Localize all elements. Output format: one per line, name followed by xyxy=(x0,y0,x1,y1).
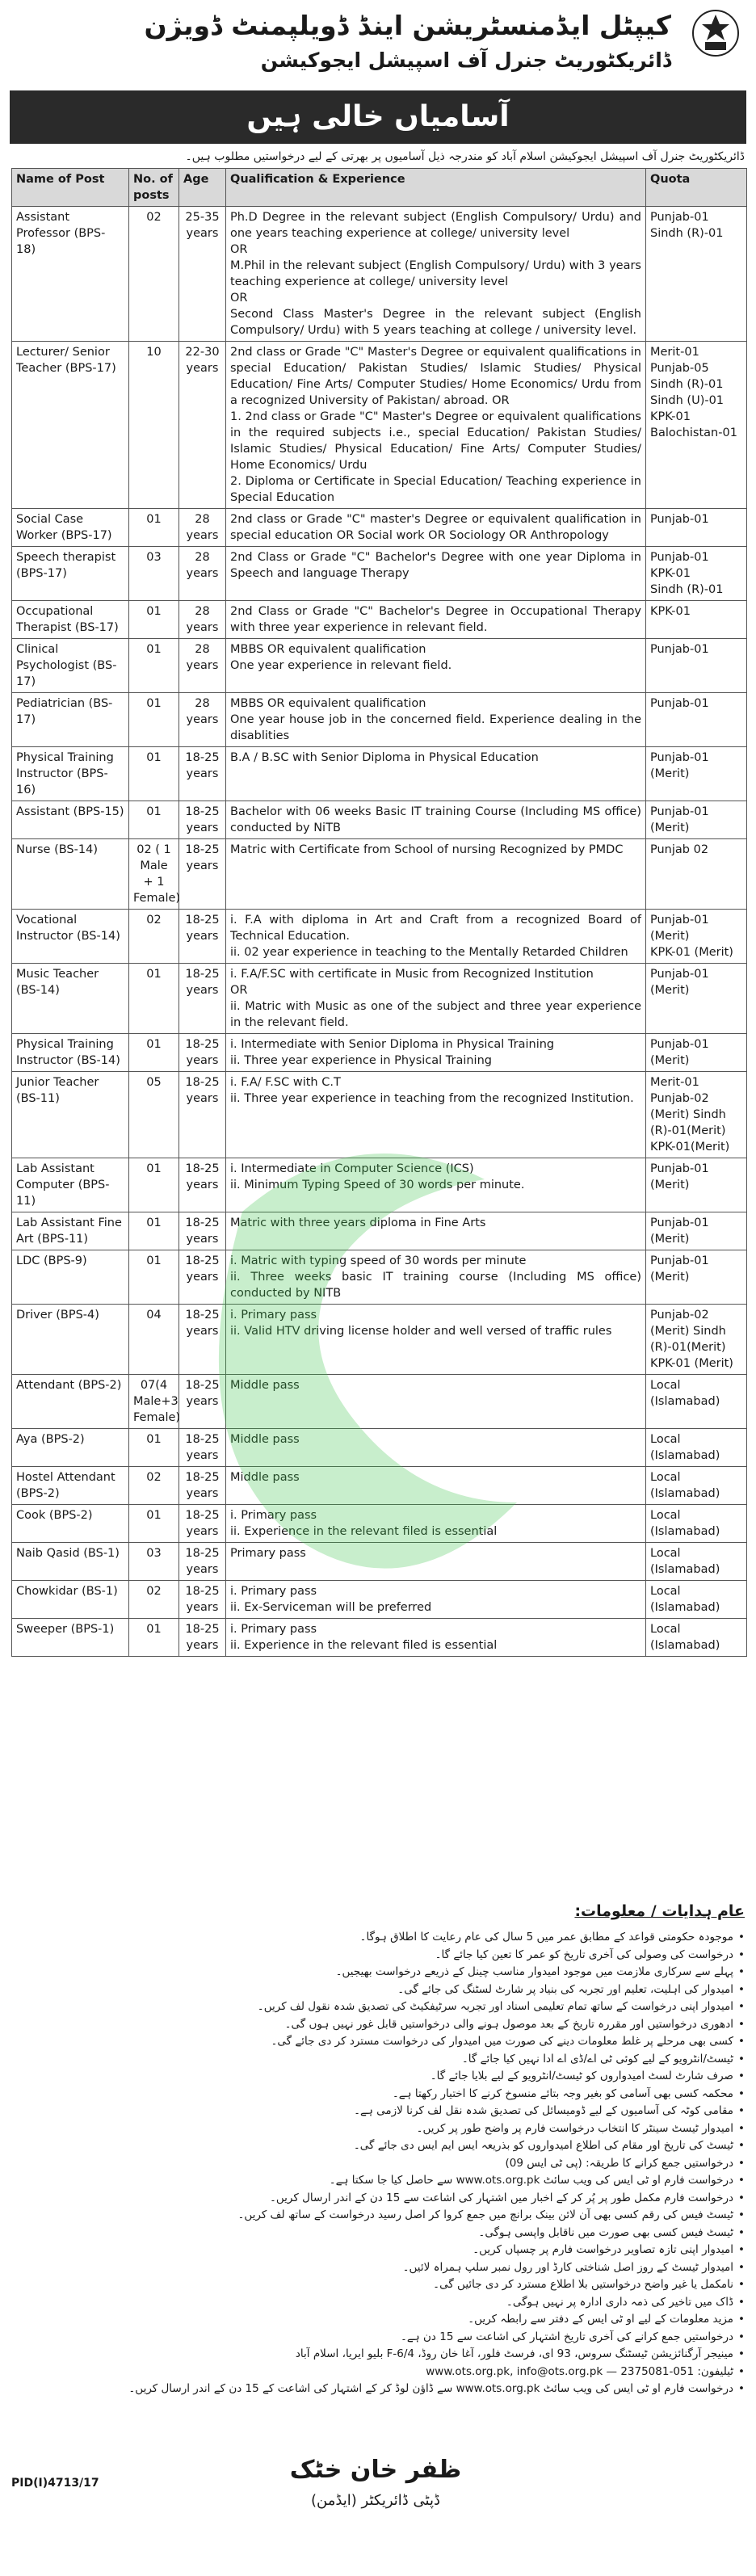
post-qualification xyxy=(226,509,646,547)
quota-line: (Islamabad) xyxy=(650,1449,720,1462)
post-quota xyxy=(646,747,747,801)
post-age: 18-25 years xyxy=(179,1212,226,1250)
info-item: • درخواستیں جمع کرانے کا طریقہ: (پی ٹی ایس 09) xyxy=(11,2155,745,2173)
post-name: Pediatrician (BS-17) xyxy=(12,693,129,747)
header-quota: Quota xyxy=(646,169,747,207)
post-age: 18-25 years xyxy=(179,1034,226,1072)
qualification-line: 2nd class or Grade "C" Master's Degree or equivalent qualifications in special Education/ Pakistan Studies/ Islamic Studies/ Physical Education/ Fine Arts/ Computer Studies/ Home Economics/ Urdu from a recognized University of Pakistan/ abroad. OR xyxy=(230,346,641,407)
quota-line: Sindh (U)-01 xyxy=(650,394,724,407)
info-item: • ٹیلیفون: 051-2375081 — www.ots.org.pk, info@ots.org.pk xyxy=(11,2364,745,2381)
qualification-line: Middle pass xyxy=(230,1471,300,1484)
table-row xyxy=(12,509,747,547)
quota-line: Local xyxy=(650,1509,681,1522)
post-count: 03 xyxy=(129,1543,179,1581)
post-name: Lab Assistant Fine Art (BPS-11) xyxy=(12,1212,129,1250)
qualification-line: i. Primary pass xyxy=(230,1309,317,1322)
qualification-line: ii. Experience in the relevant filed is essential xyxy=(230,1639,498,1652)
info-item: • امیدوار ٹیسٹ سینٹر کا انتخاب درخواست فارم پر واضح طور پر کریں۔ xyxy=(11,2120,745,2138)
post-age: 22-30 years xyxy=(179,342,226,509)
general-info-heading: عام ہدایات / معلومات: xyxy=(574,1902,745,1920)
post-quota xyxy=(646,1072,747,1158)
info-item: • امیدوار ٹیسٹ کے روز اصل شناختی کارڈ اور رول نمبر سلپ ہمراہ لائیں۔ xyxy=(11,2259,745,2277)
post-age: 18-25 years xyxy=(179,1072,226,1158)
qualification-line: 2nd Class or Grade "C" Bachelor's Degree in Occupational Therapy with three year experience in relevant field. xyxy=(230,605,641,634)
qualification-line: ii. Matric with Music as one of the subject and three year experience in the relevant field. xyxy=(230,1000,641,1029)
post-count: 04 xyxy=(129,1305,179,1375)
quota-line: Punjab-01 xyxy=(650,1217,709,1229)
info-item: • امیدوار کی اہلیت، تعلیم اور تجربہ کی بنیاد پر شارٹ لسٹنگ کی جائے گی۔ xyxy=(11,1981,745,1999)
header-post: Name of Post xyxy=(12,169,129,207)
post-count: 01 xyxy=(129,1429,179,1467)
post-quota xyxy=(646,509,747,547)
quota-line: (Merit) Sindh xyxy=(650,1325,726,1338)
quota-line: Punjab-01 xyxy=(650,968,709,981)
post-name: Aya (BPS-2) xyxy=(12,1429,129,1467)
quota-line: Punjab-01 xyxy=(650,1162,709,1175)
quota-line: (R)-01(Merit) xyxy=(650,1124,726,1137)
qualification-line: ii. Three weeks basic IT training course (Including MS office) conducted by NITB xyxy=(230,1271,641,1300)
post-qualification xyxy=(226,1305,646,1375)
quota-line: (Merit) xyxy=(650,984,690,997)
post-age: 18-25 years xyxy=(179,1305,226,1375)
post-quota xyxy=(646,1212,747,1250)
post-count: 02 ( 1 Male + 1 Female) xyxy=(129,839,179,910)
qualification-line: ii. 02 year experience in teaching to the Mentally Retarded Children xyxy=(230,946,628,959)
post-quota xyxy=(646,1467,747,1505)
post-count: 01 xyxy=(129,1034,179,1072)
qualification-line: ii. Ex-Serviceman will be preferred xyxy=(230,1601,432,1614)
post-count: 05 xyxy=(129,1072,179,1158)
table-row xyxy=(12,1581,747,1619)
post-name: Attendant (BPS-2) xyxy=(12,1375,129,1429)
post-quota xyxy=(646,1619,747,1657)
table-row xyxy=(12,964,747,1034)
qualification-line: OR xyxy=(230,292,248,305)
qualification-line: B.A / B.SC with Senior Diploma in Physical Education xyxy=(230,751,539,764)
post-count: 02 xyxy=(129,207,179,342)
table-row xyxy=(12,910,747,964)
qualification-line: i. Intermediate in Computer Science (ICS) xyxy=(230,1162,474,1175)
qualification-line: i. Intermediate with Senior Diploma in Physical Training xyxy=(230,1038,555,1051)
quota-line: (Islamabad) xyxy=(650,1639,720,1652)
post-quota xyxy=(646,207,747,342)
quota-line: (Islamabad) xyxy=(650,1525,720,1538)
qualification-line: i. Primary pass xyxy=(230,1585,317,1598)
qualification-line: Middle pass xyxy=(230,1379,300,1392)
quota-line: KPK-01 (Merit) xyxy=(650,1357,733,1370)
info-item: • مقامی کوٹہ کی آسامیوں کے لیے ڈومیسائل کی تصدیق شدہ نقل لف کرنا لازمی ہے۔ xyxy=(11,2103,745,2120)
signatory-name: ظفر خان خٹک xyxy=(289,2456,462,2484)
qualification-line: i. F.A/ F.SC with C.T xyxy=(230,1076,341,1089)
qualification-line: MBBS OR equivalent qualification xyxy=(230,697,426,710)
post-quota xyxy=(646,1543,747,1581)
post-age: 18-25 years xyxy=(179,1375,226,1429)
post-age: 18-25 years xyxy=(179,1543,226,1581)
quota-line: KPK-01(Merit) xyxy=(650,1141,730,1154)
quota-line: Punjab-01 xyxy=(650,643,709,656)
post-name: Cook (BPS-2) xyxy=(12,1505,129,1543)
qualification-line: i. Matric with typing speed of 30 words per minute xyxy=(230,1254,527,1267)
quota-line: KPK-01 (Merit) xyxy=(650,946,733,959)
post-count: 01 xyxy=(129,747,179,801)
post-name: Hostel Attendant (BPS-2) xyxy=(12,1467,129,1505)
table-header-row xyxy=(12,169,747,207)
post-quota xyxy=(646,1305,747,1375)
post-qualification xyxy=(226,1543,646,1581)
post-quota xyxy=(646,1375,747,1429)
table-row xyxy=(12,1250,747,1305)
info-item: • امیدوار اپنی تازہ تصاویر درخواست فارم پر چسپاں کریں۔ xyxy=(11,2242,745,2259)
general-info-list xyxy=(11,1929,745,2398)
quota-line: Sindh (R)-01 xyxy=(650,378,724,391)
info-item: • درخواست فارم مکمل طور پر پُر کر کے اخبار میں اشتہار کی اشاعت سے 15 دن کے اندر ارسال کریں۔ xyxy=(11,2190,745,2208)
table-row xyxy=(12,1505,747,1543)
qualification-line: Second Class Master's Degree in the relevant subject (English Compulsory/ Urdu) with 5 years teaching at college / university level. xyxy=(230,308,641,337)
post-age: 18-25 years xyxy=(179,839,226,910)
post-count: 01 xyxy=(129,801,179,839)
info-item: • امیدوار اپنی درخواست کے ساتھ تمام تعلیمی اسناد اور تجربہ سرٹیفکیٹ کی تصدیق شدہ نقول لف کریں۔ xyxy=(11,1998,745,2016)
post-count: 02 xyxy=(129,1467,179,1505)
post-name: Occupational Therapist (BS-17) xyxy=(12,601,129,639)
post-quota xyxy=(646,1034,747,1072)
post-age: 18-25 years xyxy=(179,1158,226,1212)
info-item: • ڈاک میں تاخیر کی ذمہ داری ادارہ پر نہیں ہوگی۔ xyxy=(11,2294,745,2312)
header-posts: No. of posts xyxy=(129,169,179,207)
post-qualification xyxy=(226,639,646,693)
post-count: 02 xyxy=(129,910,179,964)
qualification-line: i. Primary pass xyxy=(230,1623,317,1636)
post-age: 18-25 years xyxy=(179,1505,226,1543)
post-name: Lab Assistant Computer (BPS-11) xyxy=(12,1158,129,1212)
table-row xyxy=(12,601,747,639)
post-name: Vocational Instructor (BS-14) xyxy=(12,910,129,964)
info-item: • مزید معلومات کے لیے او ٹی ایس کے دفتر سے رابطہ کریں۔ xyxy=(11,2311,745,2329)
quota-line: (Islamabad) xyxy=(650,1601,720,1614)
qualification-line: One year experience in relevant field. xyxy=(230,659,452,672)
info-item: • ٹیسٹ کی تاریخ اور مقام کی اطلاع امیدواروں کو بذریعہ ایس ایم ایس دی جائے گی۔ xyxy=(11,2137,745,2155)
post-count: 10 xyxy=(129,342,179,509)
quota-line: (Merit) xyxy=(650,822,690,834)
directorate-title: ڈائریکٹوریٹ جنرل آف اسپیشل ایجوکیشن xyxy=(260,48,671,72)
quota-line: (Merit) Sindh xyxy=(650,1108,726,1121)
table-row xyxy=(12,1305,747,1375)
post-age: 18-25 years xyxy=(179,910,226,964)
post-qualification xyxy=(226,1505,646,1543)
quota-line: Local xyxy=(650,1585,681,1598)
post-name: Driver (BPS-4) xyxy=(12,1305,129,1375)
info-item: • درخواست فارم او ٹی ایس کی ویب سائٹ www.ots.org.pk سے حاصل کیا جا سکتا ہے۔ xyxy=(11,2172,745,2190)
quota-line: Punjab-01 xyxy=(650,513,709,526)
qualification-line: 1. 2nd class or Grade "C" Master's Degree or equivalent qualifications in the required subjects i.e., special Education/ Pakistan Studies/ Islamic Studies/ Physical Education/ Fine Arts/ Computer Studies/ Home Economics/ Urdu xyxy=(230,410,641,472)
quota-line: Punjab-01 xyxy=(650,551,709,564)
intro-text: ڈائریکٹوریٹ جنرل آف اسپیشل ایجوکیشن اسلام آباد کو مندرجہ ذیل آسامیوں پر بھرتی کے لیے درخواستیں مطلوب ہیں۔ xyxy=(185,150,745,163)
post-quota xyxy=(646,601,747,639)
qualification-line: ii. Three year experience in Physical Training xyxy=(230,1054,492,1067)
info-item: • ٹیسٹ فیس کسی بھی صورت میں ناقابل واپسی ہوگی۔ xyxy=(11,2225,745,2242)
post-name: Clinical Psychologist (BS-17) xyxy=(12,639,129,693)
post-quota xyxy=(646,801,747,839)
table-row xyxy=(12,207,747,342)
post-qualification xyxy=(226,1250,646,1305)
post-quota xyxy=(646,342,747,509)
info-item: • درخواستیں جمع کرانے کی آخری تاریخ اشتہار کی اشاعت سے 15 دن ہے۔ xyxy=(11,2329,745,2347)
info-item: • محکمہ کسی بھی آسامی کو بغیر وجہ بتائے منسوخ کرنے کا اختیار رکھتا ہے۔ xyxy=(11,2086,745,2103)
info-item: • ادھوری درخواستیں اور مقررہ تاریخ کے بعد موصول ہونے والی درخواستیں قابل غور نہیں ہوں گی۔ xyxy=(11,2016,745,2034)
quota-line: (Merit) xyxy=(650,1054,690,1067)
signatory-designation: ڈپٹی ڈائریکٹر (ایڈمن) xyxy=(310,2492,441,2509)
post-name: Lecturer/ Senior Teacher (BPS-17) xyxy=(12,342,129,509)
quota-line: KPK-01 xyxy=(650,605,691,618)
post-age: 28 years xyxy=(179,639,226,693)
post-qualification xyxy=(226,839,646,910)
post-count: 01 xyxy=(129,1212,179,1250)
post-qualification xyxy=(226,547,646,601)
post-age: 18-25 years xyxy=(179,801,226,839)
header-age: Age xyxy=(179,169,226,207)
post-quota xyxy=(646,1250,747,1305)
post-qualification xyxy=(226,1375,646,1429)
quota-line: (Islamabad) xyxy=(650,1487,720,1500)
post-quota xyxy=(646,964,747,1034)
quota-line: (Merit) xyxy=(650,1179,690,1191)
post-count: 01 xyxy=(129,601,179,639)
quota-line: Punjab-01 xyxy=(650,805,709,818)
info-item: • ٹیسٹ فیس کی رقم کسی بھی آن لائن بینک برانچ میں جمع کروا کر اصل رسید درخواست کے ساتھ لف کریں۔ xyxy=(11,2207,745,2225)
qualification-line: Matric with Certificate from School of nursing Recognized by PMDC xyxy=(230,843,624,856)
quota-line: Sindh (R)-01 xyxy=(650,227,724,240)
ministry-title: کیپٹل ایڈمنسٹریشن اینڈ ڈویلپمنٹ ڈویژن xyxy=(144,10,671,41)
post-quota xyxy=(646,639,747,693)
post-qualification xyxy=(226,1212,646,1250)
table-row xyxy=(12,801,747,839)
quota-line: (R)-01(Merit) xyxy=(650,1341,726,1354)
quota-line: Punjab-02 xyxy=(650,1309,709,1322)
qualification-line: Ph.D Degree in the relevant subject (English Compulsory/ Urdu) and one years teaching experience at college/ university level xyxy=(230,211,641,240)
qualification-line: i. F.A/F.SC with certificate in Music from Recognized Institution xyxy=(230,968,594,981)
quota-line: Balochistan-01 xyxy=(650,427,737,439)
quota-line: (Merit) xyxy=(650,930,690,943)
post-age: 28 years xyxy=(179,509,226,547)
post-qualification xyxy=(226,1429,646,1467)
qualification-line: M.Phil in the relevant subject (English Compulsory/ Urdu) with 3 years teaching experience at college/ university level xyxy=(230,259,641,288)
post-age: 18-25 years xyxy=(179,1619,226,1657)
table-row xyxy=(12,1212,747,1250)
post-qualification xyxy=(226,1072,646,1158)
quota-line: (Merit) xyxy=(650,1233,690,1246)
post-qualification xyxy=(226,1034,646,1072)
post-count: 01 xyxy=(129,1158,179,1212)
post-name: Junior Teacher (BS-11) xyxy=(12,1072,129,1158)
quota-line: Merit-01 xyxy=(650,346,699,359)
post-name: Assistant (BPS-15) xyxy=(12,801,129,839)
post-name: Speech therapist (BPS-17) xyxy=(12,547,129,601)
qualification-line: Matric with three years diploma in Fine Arts xyxy=(230,1217,486,1229)
post-count: 03 xyxy=(129,547,179,601)
post-count: 01 xyxy=(129,1619,179,1657)
info-item: • کسی بھی مرحلے پر غلط معلومات دینے کی صورت میں امیدوار کی درخواست مسترد کر دی جائے گی۔ xyxy=(11,2033,745,2051)
quota-line: Local xyxy=(650,1433,681,1446)
quota-line: KPK-01 xyxy=(650,410,691,423)
table-row xyxy=(12,342,747,509)
qualification-line: ii. Experience in the relevant filed is essential xyxy=(230,1525,498,1538)
post-count: 01 xyxy=(129,509,179,547)
qualification-line: Primary pass xyxy=(230,1547,306,1560)
post-count: 01 xyxy=(129,639,179,693)
info-item: • صرف شارٹ لسٹ امیدواروں کو ٹیسٹ/انٹرویو کے لیے بلایا جائے گا۔ xyxy=(11,2068,745,2086)
post-quota xyxy=(646,1581,747,1619)
post-count: 01 xyxy=(129,964,179,1034)
post-qualification xyxy=(226,747,646,801)
info-item: • نامکمل یا غیر واضح درخواستیں بلا اطلاع مسترد کر دی جائیں گی۔ xyxy=(11,2276,745,2294)
qualification-line: ii. Minimum Typing Speed of 30 words per minute. xyxy=(230,1179,525,1191)
post-qualification xyxy=(226,1158,646,1212)
quota-line: Punjab 02 xyxy=(650,843,709,856)
post-qualification xyxy=(226,1619,646,1657)
post-name: Social Case Worker (BPS-17) xyxy=(12,509,129,547)
quota-line: Sindh (R)-01 xyxy=(650,583,724,596)
post-age: 28 years xyxy=(179,547,226,601)
qualification-line: 2. Diploma or Certificate in Special Education/ Teaching experience in Special Education xyxy=(230,475,641,504)
table-row xyxy=(12,1158,747,1212)
post-qualification xyxy=(226,342,646,509)
table-row xyxy=(12,839,747,910)
post-quota xyxy=(646,910,747,964)
qualification-line: Bachelor with 06 weeks Basic IT training Course (Including MS office) conducted by NiTB xyxy=(230,805,641,834)
info-item: • ٹیسٹ/انٹرویو کے لیے کوئی ٹی اے/ڈی اے ادا نہیں کیا جائے گا۔ xyxy=(11,2051,745,2069)
quota-line: Merit-01 xyxy=(650,1076,699,1089)
vacancies-banner: آسامیاں خالی ہیں xyxy=(10,90,746,144)
qualification-line: 2nd class or Grade "C" master's Degree or equivalent qualification in special education OR Social work OR Sociology OR Anthropology xyxy=(230,513,641,542)
qualification-line: One year house job in the concerned field. Experience dealing in the disablities xyxy=(230,713,641,742)
post-name: LDC (BPS-9) xyxy=(12,1250,129,1305)
quota-line: Local xyxy=(650,1471,681,1484)
quota-line: Punjab-01 xyxy=(650,914,709,927)
post-quota xyxy=(646,839,747,910)
quota-line: Local xyxy=(650,1623,681,1636)
post-qualification xyxy=(226,801,646,839)
info-item: • مینیجر آرگنائزیشن ٹیسٹنگ سروس، 93 ای، فرسٹ فلور، آغا خان روڈ، F-6/4 بلیو ایریا، اسلام آباد xyxy=(11,2346,745,2364)
post-name: Physical Training Instructor (BS-14) xyxy=(12,1034,129,1072)
post-name: Assistant Professor (BPS-18) xyxy=(12,207,129,342)
quota-line: KPK-01 xyxy=(650,567,691,580)
post-qualification xyxy=(226,1467,646,1505)
post-age: 18-25 years xyxy=(179,1250,226,1305)
post-age: 18-25 years xyxy=(179,964,226,1034)
table-row xyxy=(12,1467,747,1505)
table-row xyxy=(12,1034,747,1072)
info-item: • موجودہ حکومتی قواعد کے مطابق عمر میں 5 سال کی عام رعایت کا اطلاق ہوگا۔ xyxy=(11,1929,745,1947)
qualification-line: i. F.A with diploma in Art and Craft from a recognized Board of Technical Education. xyxy=(230,914,641,943)
qualification-line: OR xyxy=(230,243,248,256)
post-qualification xyxy=(226,964,646,1034)
post-name: Naib Qasid (BS-1) xyxy=(12,1543,129,1581)
table-row xyxy=(12,747,747,801)
header-qualification: Qualification & Experience xyxy=(226,169,646,207)
post-qualification xyxy=(226,601,646,639)
qualification-line: ii. Valid HTV driving license holder and well versed of traffic rules xyxy=(230,1325,612,1338)
post-name: Chowkidar (BS-1) xyxy=(12,1581,129,1619)
post-name: Sweeper (BPS-1) xyxy=(12,1619,129,1657)
vacancies-table xyxy=(11,168,747,1657)
quota-line: (Islamabad) xyxy=(650,1395,720,1408)
post-qualification xyxy=(226,207,646,342)
post-qualification xyxy=(226,693,646,747)
qualification-line: MBBS OR equivalent qualification xyxy=(230,643,426,656)
post-quota xyxy=(646,547,747,601)
quota-line: Punjab-02 xyxy=(650,1092,709,1105)
info-item: • پہلے سے سرکاری ملازمت میں موجود امیدوار مناسب چینل کے ذریعے درخواست بھیجیں۔ xyxy=(11,1964,745,1981)
quota-line: (Merit) xyxy=(650,1271,690,1284)
quota-line: (Merit) xyxy=(650,767,690,780)
post-age: 18-25 years xyxy=(179,1581,226,1619)
post-quota xyxy=(646,1505,747,1543)
post-qualification xyxy=(226,1581,646,1619)
table-row xyxy=(12,1375,747,1429)
quota-line: (Islamabad) xyxy=(650,1563,720,1576)
post-count: 01 xyxy=(129,693,179,747)
pid-number: PID(I)4713/17 xyxy=(11,2477,99,2490)
table-row xyxy=(12,1619,747,1657)
quota-line: Punjab-01 xyxy=(650,211,709,224)
post-count: 02 xyxy=(129,1581,179,1619)
post-quota xyxy=(646,1158,747,1212)
table-row xyxy=(12,1072,747,1158)
quota-line: Local xyxy=(650,1379,681,1392)
post-count: 07(4 Male+3 Female) xyxy=(129,1375,179,1429)
quota-line: Punjab-05 xyxy=(650,362,709,375)
quota-line: Local xyxy=(650,1547,681,1560)
qualification-line: Middle pass xyxy=(230,1433,300,1446)
post-quota xyxy=(646,1429,747,1467)
post-name: Nurse (BS-14) xyxy=(12,839,129,910)
qualification-line: i. Primary pass xyxy=(230,1509,317,1522)
post-name: Music Teacher (BS-14) xyxy=(12,964,129,1034)
table-row xyxy=(12,547,747,601)
qualification-line: ii. Three year experience in teaching from the recognized Institution. xyxy=(230,1092,634,1105)
table-row xyxy=(12,1543,747,1581)
quota-line: Punjab-01 xyxy=(650,751,709,764)
info-item: • درخواست فارم او ٹی ایس کی ویب سائٹ www.ots.org.pk سے ڈاؤن لوڈ کر کے اشتہار کی اشاعت کے 15 دن کے اندر ارسال کریں۔ xyxy=(11,2381,745,2398)
post-age: 18-25 years xyxy=(179,1429,226,1467)
quota-line: Punjab-01 xyxy=(650,1038,709,1051)
post-age: 18-25 years xyxy=(179,1467,226,1505)
post-age: 18-25 years xyxy=(179,747,226,801)
table-row xyxy=(12,1429,747,1467)
post-age: 28 years xyxy=(179,601,226,639)
post-count: 01 xyxy=(129,1505,179,1543)
quota-line: Punjab-01 xyxy=(650,697,709,710)
post-quota xyxy=(646,693,747,747)
qualification-line: OR xyxy=(230,984,248,997)
table-row xyxy=(12,639,747,693)
quota-line: Punjab-01 xyxy=(650,1254,709,1267)
header xyxy=(8,6,748,87)
post-name: Physical Training Instructor (BPS-16) xyxy=(12,747,129,801)
post-age: 25-35 years xyxy=(179,207,226,342)
post-count: 01 xyxy=(129,1250,179,1305)
qualification-line: 2nd Class or Grade "C" Bachelor's Degree with one year Diploma in Speech and language Therapy xyxy=(230,551,641,580)
table-row xyxy=(12,693,747,747)
post-age: 28 years xyxy=(179,693,226,747)
government-emblem-icon xyxy=(691,8,741,58)
post-qualification xyxy=(226,910,646,964)
info-item: • درخواست کی وصولی کی آخری تاریخ کو عمر کا تعین کیا جائے گا۔ xyxy=(11,1947,745,1965)
